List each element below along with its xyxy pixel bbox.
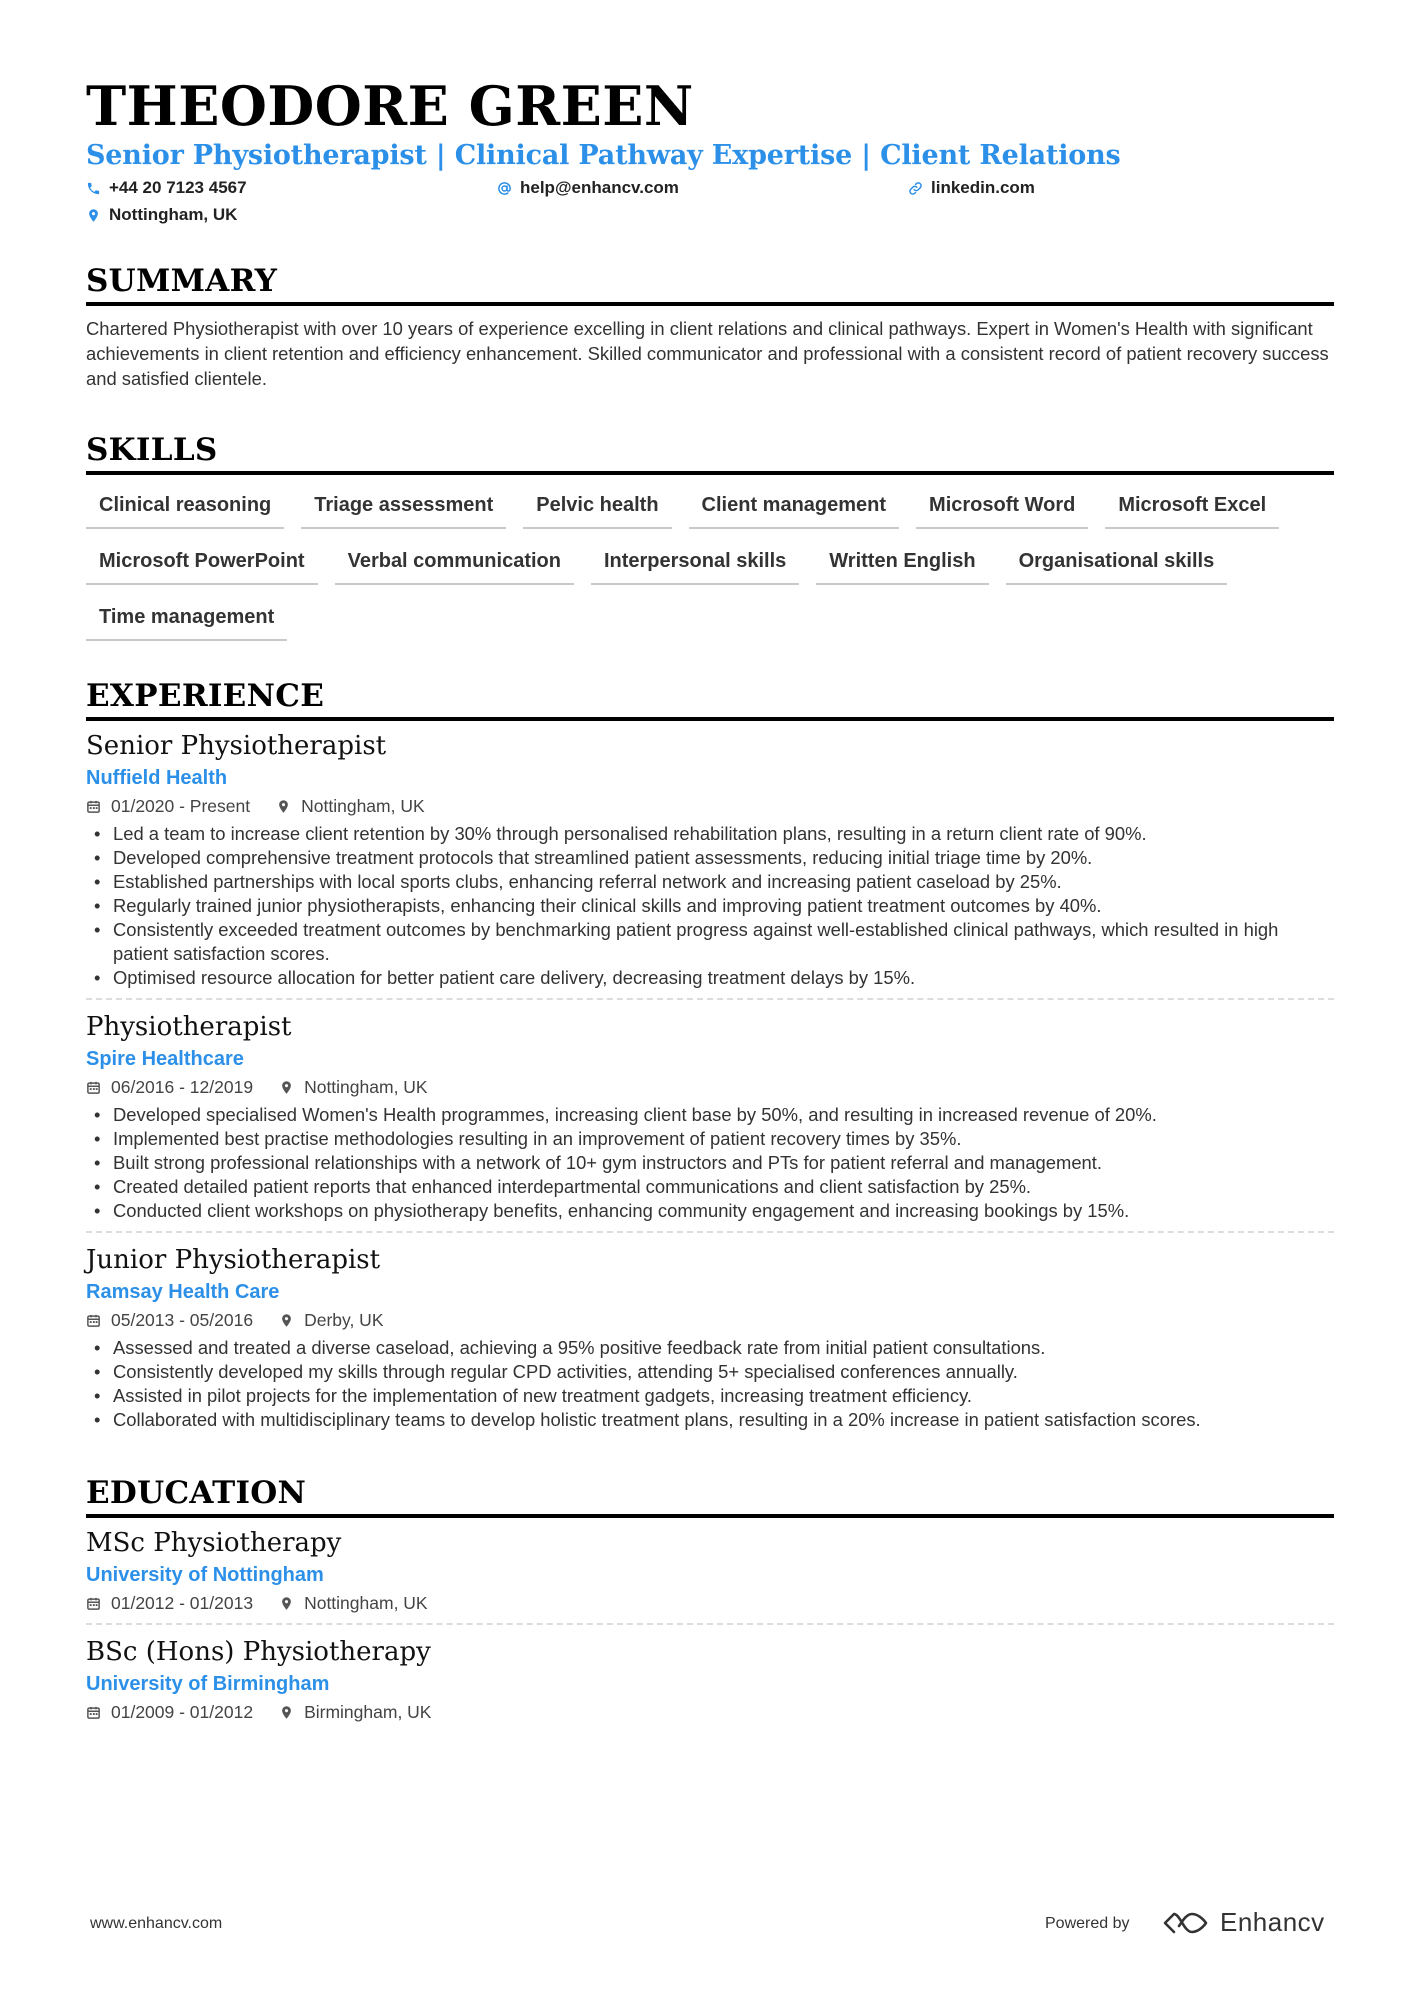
job-bullet: • Optimised resource allocation for better patient care delivery, decreasing treatment delays by 15%. bbox=[86, 966, 1334, 990]
education-location bbox=[279, 1700, 431, 1724]
skill-tag: Pelvic health bbox=[523, 485, 671, 529]
candidate-headline: Senior Physiotherapist | Clinical Pathway Expertise | Client Relations bbox=[86, 140, 1121, 171]
contact-linkedin[interactable] bbox=[908, 176, 1035, 200]
summary-title: SUMMARY bbox=[86, 262, 1334, 306]
location-pin-icon bbox=[276, 799, 291, 814]
job-bullet: • Implemented best practise methodologies resulting in an improvement of patient recovery times by 35%. bbox=[86, 1127, 1334, 1151]
education-entry bbox=[86, 1635, 1334, 1724]
skill-tag: Microsoft Excel bbox=[1105, 485, 1279, 529]
entry-divider bbox=[86, 998, 1334, 1000]
education-entry bbox=[86, 1526, 1334, 1615]
education-meta bbox=[86, 1700, 1334, 1724]
brand-name: Enhancv bbox=[1220, 1907, 1325, 1937]
page-footer bbox=[90, 1907, 1325, 1939]
skill-tag: Verbal communication bbox=[335, 541, 574, 585]
job-bullet: • Conducted client workshops on physiotherapy benefits, enhancing community engagement and increasing bookings by 15%. bbox=[86, 1199, 1334, 1223]
job-bullet: • Led a team to increase client retention by 30% through personalised rehabilitation plans, resulting in a return client rate of 90%. bbox=[86, 822, 1334, 846]
job-role: Physiotherapist bbox=[86, 1012, 292, 1042]
skill-tag: Organisational skills bbox=[1006, 541, 1228, 585]
location-pin-icon bbox=[279, 1596, 294, 1611]
education-location-text: Birmingham, UK bbox=[304, 1702, 432, 1722]
job-bullets bbox=[86, 1336, 1334, 1432]
skills-title: SKILLS bbox=[86, 431, 1334, 475]
job-location bbox=[279, 1075, 428, 1099]
job-bullet: • Assisted in pilot projects for the implementation of new treatment gadgets, increasing treatment efficiency. bbox=[86, 1384, 1334, 1408]
job-bullet: • Consistently exceeded treatment outcomes by benchmarking patient progress against well-established clinical pathways, which resulted in high patient satisfaction scores. bbox=[86, 918, 1334, 966]
location-pin-icon bbox=[279, 1080, 294, 1095]
education-degree: BSc (Hons) Physiotherapy bbox=[86, 1637, 431, 1667]
job-location-text: Derby, UK bbox=[304, 1310, 384, 1330]
experience-title: EXPERIENCE bbox=[86, 677, 1334, 721]
calendar-icon bbox=[86, 799, 101, 814]
summary-section bbox=[86, 262, 1334, 391]
job-dates-text: 01/2020 - Present bbox=[111, 796, 251, 816]
skill-tag: Written English bbox=[816, 541, 988, 585]
calendar-icon bbox=[86, 1705, 101, 1720]
skill-tag: Clinical reasoning bbox=[86, 485, 284, 529]
skill-tag: Microsoft PowerPoint bbox=[86, 541, 318, 585]
education-location-text: Nottingham, UK bbox=[304, 1593, 428, 1613]
education-section bbox=[86, 1474, 1334, 1724]
job-entry bbox=[86, 1010, 1334, 1223]
job-meta bbox=[86, 1075, 1334, 1099]
job-dates-text: 05/2013 - 05/2016 bbox=[111, 1310, 254, 1330]
job-bullet: • Established partnerships with local sports clubs, enhancing referral network and increasing patient caseload by 25%. bbox=[86, 870, 1334, 894]
job-bullet: • Regularly trained junior physiotherapists, enhancing their clinical skills and improving patient treatment outcomes by 40%. bbox=[86, 894, 1334, 918]
footer-url[interactable]: www.enhancv.com bbox=[90, 1915, 223, 1932]
job-bullet: • Collaborated with multidisciplinary teams to develop holistic treatment plans, resulting in a 20% increase in patient satisfaction scores. bbox=[86, 1408, 1334, 1432]
education-dates-text: 01/2012 - 01/2013 bbox=[111, 1593, 254, 1613]
contact-phone bbox=[86, 176, 247, 200]
email-text[interactable]: help@enhancv.com bbox=[520, 178, 679, 197]
job-company[interactable]: Spire Healthcare bbox=[86, 1048, 244, 1070]
location-pin-icon bbox=[86, 208, 101, 223]
education-title: EDUCATION bbox=[86, 1474, 1334, 1518]
job-bullet: • Consistently developed my skills through regular CPD activities, attending 5+ specialised conferences annually. bbox=[86, 1360, 1334, 1384]
calendar-icon bbox=[86, 1596, 101, 1611]
skill-tag: Microsoft Word bbox=[916, 485, 1088, 529]
job-role: Junior Physiotherapist bbox=[86, 1245, 381, 1275]
skill-tag: Client management bbox=[689, 485, 899, 529]
job-bullets bbox=[86, 1103, 1334, 1223]
education-meta bbox=[86, 1591, 1334, 1615]
phone-icon bbox=[86, 181, 101, 196]
job-company[interactable]: Ramsay Health Care bbox=[86, 1281, 280, 1303]
phone-text: +44 20 7123 4567 bbox=[109, 178, 247, 197]
job-meta bbox=[86, 794, 1334, 818]
job-bullet: • Developed comprehensive treatment protocols that streamlined patient assessments, reducing initial triage time by 20%. bbox=[86, 846, 1334, 870]
job-bullet: • Assessed and treated a diverse caseload, achieving a 95% positive feedback rate from initial patient consultations. bbox=[86, 1336, 1334, 1360]
calendar-icon bbox=[86, 1080, 101, 1095]
candidate-name: THEODORE GREEN bbox=[86, 74, 694, 138]
skills-section bbox=[86, 431, 1334, 653]
education-dates-text: 01/2009 - 01/2012 bbox=[111, 1702, 254, 1722]
linkedin-text[interactable]: linkedin.com bbox=[931, 178, 1035, 197]
enhancv-logo[interactable] bbox=[1162, 1907, 1325, 1938]
job-bullet: • Developed specialised Women's Health programmes, increasing client base by 50%, and resulting in increased revenue of 20%. bbox=[86, 1103, 1334, 1127]
job-location-text: Nottingham, UK bbox=[301, 796, 425, 816]
job-location-text: Nottingham, UK bbox=[304, 1077, 428, 1097]
entry-divider bbox=[86, 1623, 1334, 1625]
job-company[interactable]: Nuffield Health bbox=[86, 767, 228, 789]
job-dates-text: 06/2016 - 12/2019 bbox=[111, 1077, 254, 1097]
job-meta bbox=[86, 1308, 1334, 1332]
skill-tag: Triage assessment bbox=[301, 485, 506, 529]
job-dates bbox=[86, 1075, 253, 1099]
job-entry bbox=[86, 1243, 1334, 1432]
location-pin-icon bbox=[279, 1705, 294, 1720]
contact-info bbox=[86, 176, 1334, 230]
resume-page bbox=[86, 74, 1334, 1724]
enhancv-logo-icon bbox=[1162, 1910, 1210, 1936]
link-icon bbox=[908, 181, 923, 196]
job-role: Senior Physiotherapist bbox=[86, 731, 387, 761]
contact-email[interactable] bbox=[497, 176, 679, 200]
experience-section bbox=[86, 677, 1334, 1432]
location-pin-icon bbox=[279, 1313, 294, 1328]
job-dates bbox=[86, 1308, 253, 1332]
job-bullets bbox=[86, 822, 1334, 990]
job-bullet: • Built strong professional relationships with a network of 10+ gym instructors and PTs for patient referral and management. bbox=[86, 1151, 1334, 1175]
contact-location bbox=[86, 203, 237, 227]
education-dates bbox=[86, 1591, 253, 1615]
education-degree: MSc Physiotherapy bbox=[86, 1528, 342, 1558]
at-icon bbox=[497, 181, 512, 196]
entry-divider bbox=[86, 1231, 1334, 1233]
location-text: Nottingham, UK bbox=[109, 205, 238, 224]
summary-text: Chartered Physiotherapist with over 10 years of experience excelling in client relations and clinical pathways. Expert in Women's Health with significant achievements in client retention and efficiency enhancement. Skilled communicator and professional with a consistent record of patient recovery success and satisfied clientele. bbox=[86, 318, 1329, 389]
education-dates bbox=[86, 1700, 253, 1724]
job-entry bbox=[86, 729, 1334, 990]
skill-tag: Interpersonal skills bbox=[591, 541, 799, 585]
education-school[interactable]: University of Birmingham bbox=[86, 1673, 330, 1695]
education-school[interactable]: University of Nottingham bbox=[86, 1564, 324, 1586]
powered-by-text: Powered by bbox=[1045, 1915, 1130, 1932]
calendar-icon bbox=[86, 1313, 101, 1328]
skills-list bbox=[86, 485, 1334, 653]
job-location bbox=[279, 1308, 383, 1332]
education-location bbox=[279, 1591, 428, 1615]
job-location bbox=[276, 794, 425, 818]
skill-tag: Time management bbox=[86, 597, 287, 641]
job-dates bbox=[86, 794, 250, 818]
job-bullet: • Created detailed patient reports that enhanced interdepartmental communications and client satisfaction by 25%. bbox=[86, 1175, 1334, 1199]
